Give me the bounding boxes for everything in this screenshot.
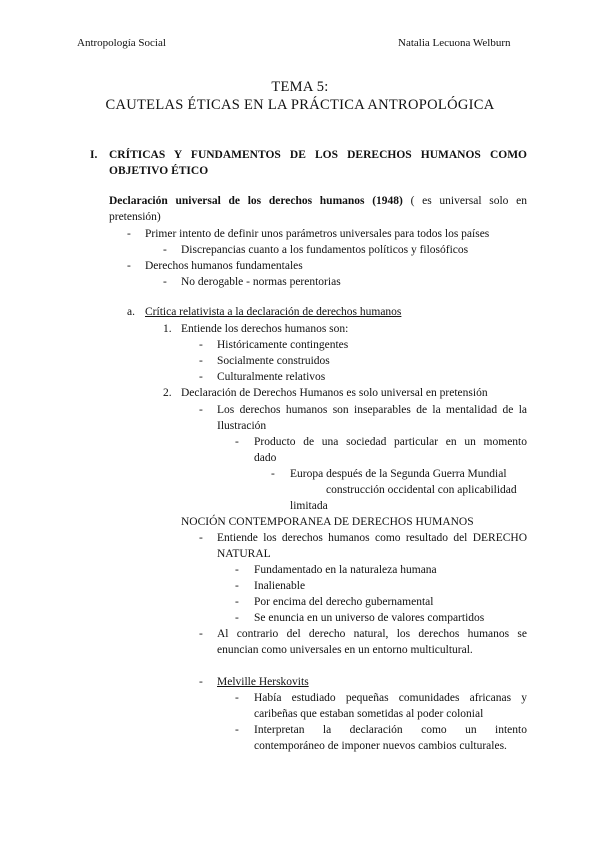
subsection-label: a. [127, 306, 135, 318]
dash: - [127, 228, 131, 240]
list-item: Entiende los derechos humanos son: [181, 323, 349, 335]
dash: - [235, 596, 239, 608]
section-heading [109, 149, 527, 161]
list-item: Al contrario del derecho natural, los derechos humanos se [217, 628, 527, 640]
dash: - [235, 724, 239, 736]
list-item-cont: Ilustración [217, 420, 267, 432]
list-item: Producto de una sociedad particular en un momento [254, 436, 527, 448]
list-item: Europa después de la Segunda Guerra Mundial [290, 468, 507, 480]
list-item: Interpretan la declaración como un intento [254, 724, 527, 736]
list-item-cont: caribeñas que estaban sometidas al poder colonial [254, 708, 484, 720]
subheading: NOCIÓN CONTEMPORANEA DE DERECHOS HUMANOS [181, 516, 474, 528]
list-item: Socialmente construidos [217, 355, 330, 367]
section-heading-line1: CRÍTICAS Y FUNDAMENTOS DE LOS DERECHOS HUMANOS COMO [109, 149, 527, 161]
dash: - [235, 612, 239, 624]
list-item: Fundamentado en la naturaleza humana [254, 564, 437, 576]
dash: - [199, 355, 203, 367]
header-author: Natalia Lecuona Welburn [398, 37, 511, 49]
dash: - [199, 339, 203, 351]
section-number: I. [90, 149, 98, 161]
dash: - [163, 244, 167, 256]
list-item: Discrepancias cuanto a los fundamentos políticos y filosóficos [181, 244, 469, 256]
list-item: Derechos humanos fundamentales [145, 260, 303, 272]
list-item: Históricamente contingentes [217, 339, 349, 351]
declaration-line [109, 195, 527, 207]
list-item: Se enuncia en un universo de valores compartidos [254, 612, 485, 624]
header-course: Antropología Social [77, 37, 166, 49]
page-title-topic: TEMA 5: [271, 79, 329, 95]
list-item: Inalienable [254, 580, 306, 592]
page-title: CAUTELAS ÉTICAS EN LA PRÁCTICA ANTROPOLÓGICA [105, 97, 495, 113]
item-number: 2. [163, 387, 172, 399]
dash: - [271, 468, 275, 480]
subsection-title: Crítica relativista a la declaración de derechos humanos [145, 306, 402, 318]
dash: - [199, 532, 203, 544]
section-heading-line2: OBJETIVO ÉTICO [109, 165, 209, 177]
dash: - [235, 436, 239, 448]
dash: - [199, 404, 203, 416]
dash: - [235, 580, 239, 592]
list-item-cont: contemporáneo de imponer nuevos cambios culturales. [254, 740, 507, 752]
list-item: Por encima del derecho gubernamental [254, 596, 434, 608]
list-item: Los derechos humanos son inseparables de la mentalidad de la [217, 404, 527, 416]
dash: - [127, 260, 131, 272]
dash: - [235, 692, 239, 704]
declaration-rest: ( es universal solo en [402, 195, 527, 207]
list-item-cont: enuncian como universales en un entorno multicultural. [217, 644, 473, 656]
list-item: Culturalmente relativos [217, 371, 326, 383]
dash: - [163, 276, 167, 288]
dash: - [199, 628, 203, 640]
list-item-cont: dado [254, 452, 277, 464]
dash: - [199, 676, 203, 688]
dash: - [235, 564, 239, 576]
list-item: Entiende los derechos humanos como resultado del DERECHO [217, 532, 527, 544]
declaration-bold: Declaración universal de los derechos humanos (1948) [109, 195, 403, 207]
list-item-cont: NATURAL [217, 548, 271, 560]
list-item: No derogable - normas perentorias [181, 276, 341, 288]
dash: - [199, 371, 203, 383]
list-item-cont: construcción occidental con aplicabilidad [326, 484, 517, 496]
item-number: 1. [163, 323, 172, 335]
list-item: Había estudiado pequeñas comunidades africanas y [254, 692, 527, 704]
list-item: Primer intento de definir unos parámetros universales para todos los países [145, 228, 490, 240]
author-name: Melville Herskovits [217, 676, 309, 688]
list-item: Declaración de Derechos Humanos es solo universal en pretensión [181, 387, 488, 399]
declaration-line2: pretensión) [109, 211, 161, 223]
list-item-cont: limitada [290, 500, 328, 512]
